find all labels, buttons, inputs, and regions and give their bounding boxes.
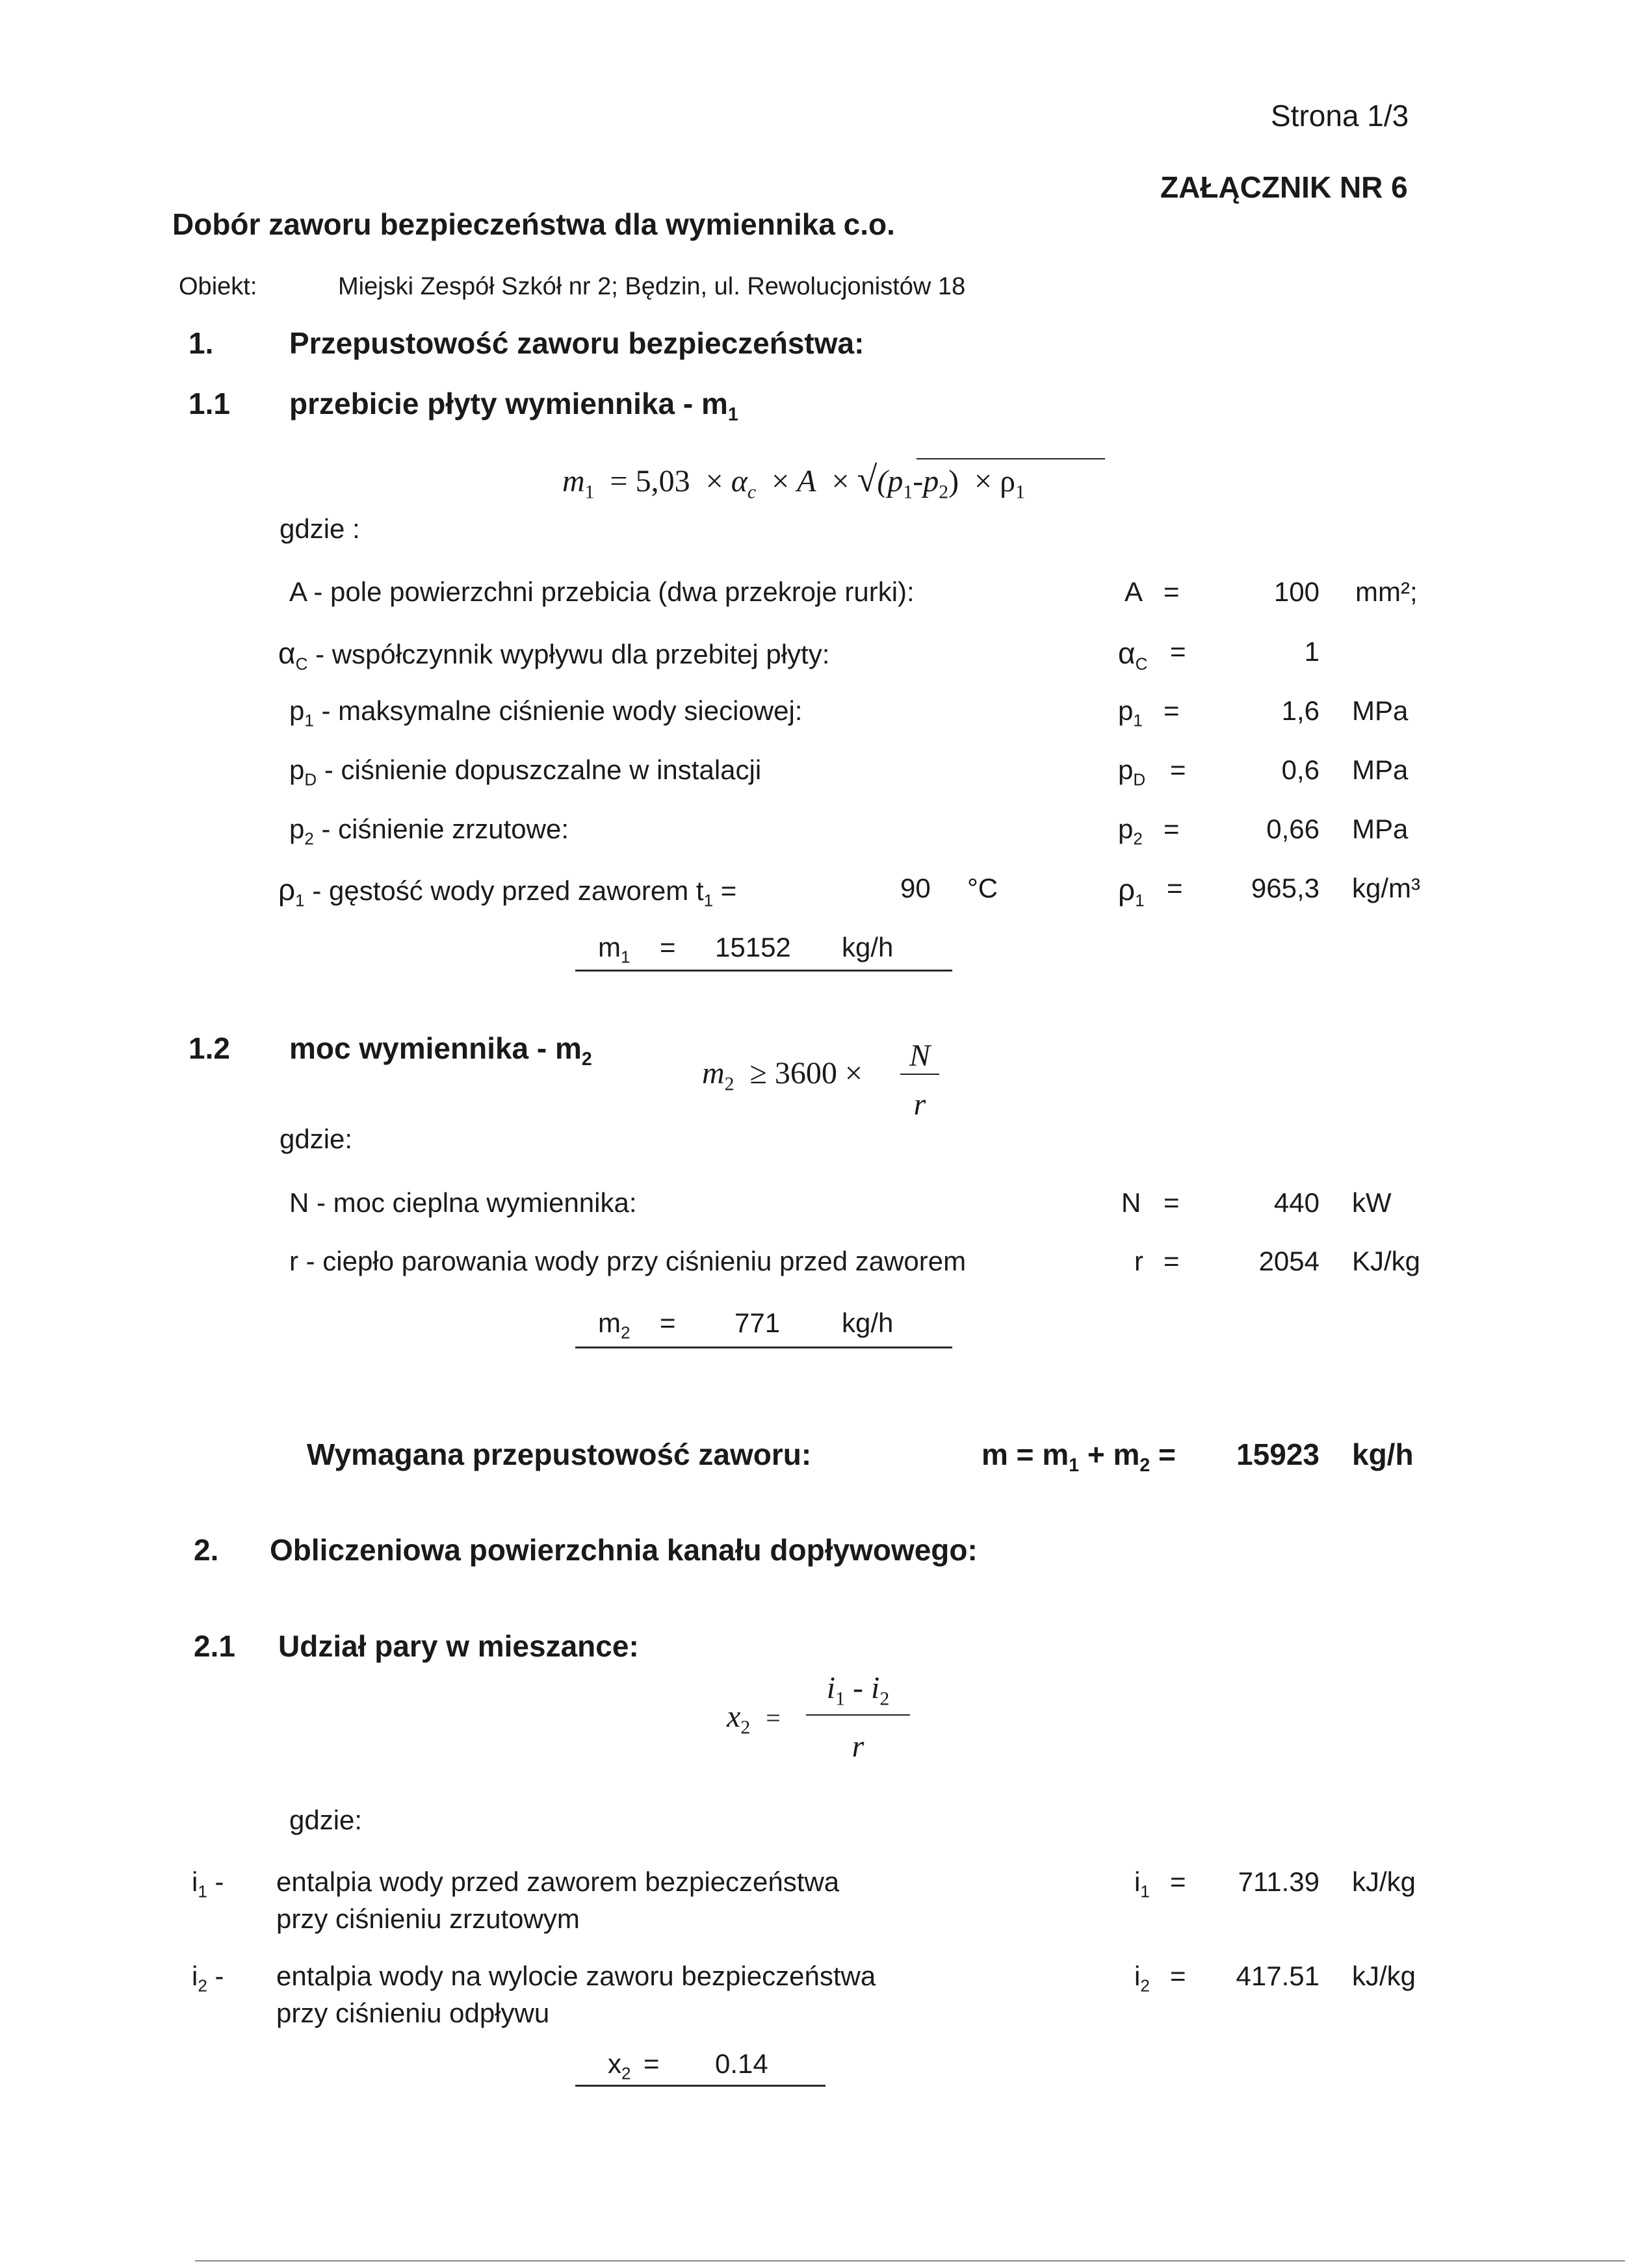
row-r-desc: r - ciepło parowania wody przy ciśnieniu przed zaworem [289,1246,967,1276]
row-rho-unit: kg/m³ [1352,873,1420,903]
result-x2-value: 0.14 [715,2048,768,2079]
formula-x2-denominator: r [852,1729,864,1764]
row-pd-val: 0,6 [1281,754,1320,785]
row-p1-sym: $p_1$ [1118,695,1143,730]
row-rho-temp: 90 [900,873,931,903]
row-i2-val: 417.51 [1236,1961,1320,1991]
row-area-eq: = [1164,576,1180,607]
row-rho-eq: = [1167,873,1183,903]
page-number: Strona 1/3 [1271,99,1409,133]
section-2-title: Obliczeniowa powierzchnia kanału dopływowego: [270,1533,978,1567]
row-i1-sym: $i_1$ [1134,1866,1150,1901]
scan-edge-line [195,2260,1625,2262]
row-i1-desc-line2: przy ciśnieniu zrzutowym [276,1903,580,1934]
row-n-val: 440 [1273,1187,1320,1218]
required-capacity-label: Wymagana przepustowość zaworu: [307,1437,812,1471]
row-area-sym: A [1124,576,1143,607]
formula-x2-numerator: $i_1 - i_2$ [826,1671,890,1710]
result-x2-underline [575,2085,826,2087]
result-m1-eq: = [660,932,676,962]
row-i2-unit: kJ/kg [1352,1961,1416,1991]
result-x2-eq: = [644,2048,660,2079]
row-i1-unit: kJ/kg [1352,1866,1416,1897]
result-m2-underline [575,1347,952,1348]
row-p1-eq: = [1164,695,1180,726]
result-m2-value: 771 [734,1308,781,1338]
row-i1-symbol-left: $i_1$ - [192,1866,224,1901]
row-area-unit: mm²; [1355,576,1418,607]
row-p1-desc: $p_1$ - maksymalne ciśnienie wody sieciowej: [289,695,803,730]
formula-m2-denominator: r [913,1087,926,1122]
row-n-unit: kW [1352,1187,1392,1218]
row-area-val: 100 [1273,576,1320,607]
formula-x2: $x_2$ = [727,1699,781,1738]
row-alpha-sym: $\alpha_C$ [1118,636,1148,674]
row-pd-unit: MPa [1352,754,1409,785]
row-r-sym: r [1134,1246,1143,1276]
row-i1-val: 711.39 [1238,1866,1320,1897]
section-1-1-number: 1.1 [188,387,230,420]
section-1-1-title: przebicie płyty wymiennika - $m_1$ [289,387,738,426]
result-m1-sym: $m_1$ [598,932,630,967]
required-capacity-formula: $m = m_1 + m_2$ = [982,1437,1176,1476]
row-alpha-eq: = [1170,636,1186,667]
section-1-2-number: 1.2 [188,1031,230,1065]
section-2-1-title: Udział pary w mieszance: [278,1629,639,1663]
result-m1-unit: kg/h [842,932,894,962]
result-m2-unit: kg/h [842,1308,894,1338]
result-x2-sym: $x_2$ [608,2048,631,2083]
row-rho-val: 965,3 [1251,873,1320,903]
row-rho-desc: $\rho_1$ - gęstość wody przed zaworem $t_1$ = [278,873,737,910]
row-p2-sym: $p_2$ [1118,814,1143,849]
row-i2-desc-line2: przy ciśnieniu odpływu [276,1998,550,2028]
formula-m2-fraction-bar [900,1074,939,1075]
row-pd-desc: $p_D$ - ciśnienie dopuszczalne w instalacji [289,754,762,790]
row-i2-eq: = [1170,1961,1186,1991]
row-alpha-val: 1 [1304,636,1320,667]
row-p2-desc: $p_2$ - ciśnienie zrzutowe: [289,814,569,849]
formula-x2-fraction-bar [806,1714,910,1716]
row-pd-eq: = [1170,754,1186,785]
row-p1-val: 1,6 [1281,695,1320,726]
row-r-eq: = [1164,1246,1180,1276]
row-area-desc: A - pole powierzchni przebicia (dwa przekroje rurki): [289,576,915,607]
where-label-1-1: gdzie : [280,513,360,544]
required-capacity-value: 15923 [1236,1437,1320,1471]
row-p2-eq: = [1164,814,1180,844]
row-r-val: 2054 [1258,1246,1320,1276]
section-1-2-title: moc wymiennika - $m_2$ [289,1031,592,1070]
row-rho-sym: $\rho_1$ [1118,873,1145,910]
section-2-1-number: 2.1 [194,1629,235,1663]
annex-label: ZAŁĄCZNIK NR 6 [1160,170,1408,204]
row-i2-desc-line1: entalpia wody na wylocie zaworu bezpieczeństwa [276,1961,876,1991]
section-2-number: 2. [194,1533,219,1567]
result-m2-sym: $m_2$ [598,1308,630,1343]
formula-m2: $m_2 \ge 3600$ × [702,1056,863,1095]
row-alpha-desc: $\alpha_C$ - współczynnik wypływu dla przebitej płyty: [278,636,830,674]
row-n-eq: = [1164,1187,1180,1218]
sqrt-bar [916,458,1105,459]
result-m1-value: 15152 [715,932,791,962]
where-label-2-1: gdzie: [289,1805,363,1835]
row-rho-temp-unit: °C [967,873,998,903]
row-n-desc: N - moc cieplna wymiennika: [289,1187,637,1218]
result-m2-eq: = [660,1308,676,1338]
formula-m2-numerator: N [909,1038,930,1073]
formula-m1: $m_1 = 5,03 \times \alpha_c \times A \times √(p_1-p_2) \times \rho_1$ [562,459,1025,503]
where-label-1-2: gdzie: [280,1124,353,1154]
row-p2-unit: MPa [1352,814,1409,844]
section-1-number: 1. [188,326,214,360]
object-label: Obiekt: [179,273,257,300]
document-title: Dobór zaworu bezpieczeństwa dla wymiennika c.o. [172,207,895,241]
row-n-sym: N [1121,1187,1141,1218]
row-p2-val: 0,66 [1266,814,1320,844]
row-r-unit: KJ/kg [1352,1246,1421,1276]
required-capacity-unit: kg/h [1352,1437,1414,1471]
row-i1-eq: = [1170,1866,1186,1897]
section-1-title: Przepustowość zaworu bezpieczeństwa: [289,326,864,360]
row-p1-unit: MPa [1352,695,1409,726]
row-i2-symbol-left: $i_2$ - [192,1961,224,1996]
row-i1-desc-line1: entalpia wody przed zaworem bezpieczeństwa [276,1866,840,1897]
row-i2-sym: $i_2$ [1134,1961,1150,1996]
result-m1-underline [575,970,952,972]
object-value: Miejski Zespół Szkół nr 2; Będzin, ul. Rewolucjonistów 18 [338,273,966,300]
row-pd-sym: $p_D$ [1118,754,1146,790]
